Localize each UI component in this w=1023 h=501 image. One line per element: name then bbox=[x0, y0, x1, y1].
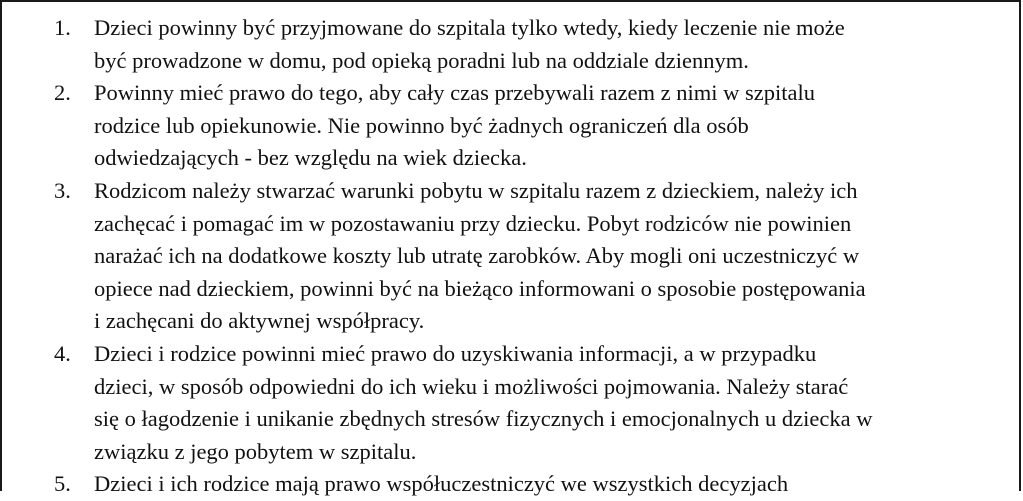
list-item-text-line: Powinny mieć prawo do tego, aby cały czas przebywali razem z nimi w szpitalu bbox=[94, 80, 816, 106]
list-item-text-line: Dzieci i ich rodzice mają prawo współuczestniczyć we wszystkich decyzjach bbox=[94, 471, 789, 497]
list-item-text-line: opiece nad dzieckiem, powinni być na bieżąco informowani o sposobie postępowania bbox=[94, 275, 866, 301]
list-item-text-line: zachęcać i pomagać im w pozostawaniu przy dziecku. Pobyt rodziców nie powinien bbox=[94, 210, 852, 236]
list-item-number: 3. bbox=[54, 177, 71, 203]
list-item bbox=[2, 175, 1023, 338]
list-item-text-line: Dzieci powinny być przyjmowane do szpitala tylko wtedy, kiedy leczenie nie może bbox=[94, 15, 845, 40]
numbered-list bbox=[2, 12, 1023, 501]
list-item-text-line: związku z jego pobytem w szpitalu. bbox=[94, 438, 417, 464]
list-item-text-line: dzieci, w sposób odpowiedni do ich wieku i możliwości pojmowania. Należy starać bbox=[94, 373, 849, 399]
list-item-text-line: i zachęcani do aktywnej współpracy. bbox=[94, 308, 425, 334]
list-item-number: 2. bbox=[54, 80, 71, 106]
list-item bbox=[2, 338, 1023, 468]
list-item-text-line: rodzice lub opiekunowie. Nie powinno być żadnych ograniczeń dla osób bbox=[94, 112, 749, 138]
list-item bbox=[2, 12, 1023, 77]
list-item-text-line: narażać ich na dodatkowe koszty lub utratę zarobków. Aby mogli oni uczestniczyć w bbox=[94, 243, 860, 269]
list-item-number: 5. bbox=[54, 471, 71, 497]
list-item bbox=[2, 77, 1023, 175]
list-item-number: 4. bbox=[54, 340, 71, 366]
list-item-text-line: się o łagodzenie i unikanie zbędnych stresów fizycznych i emocjonalnych u dziecka w bbox=[94, 406, 873, 432]
list-item-text-line: być prowadzone w domu, pod opieką poradni lub na oddziale dziennym. bbox=[94, 47, 749, 73]
list-item bbox=[2, 468, 1023, 501]
list-item-text-line: Dzieci i rodzice powinni mieć prawo do uzyskiwania informacji, a w przypadku bbox=[94, 340, 817, 366]
list-item-text-line: odwiedzających - bez względu na wiek dziecka. bbox=[94, 145, 527, 171]
list-item-number: 1. bbox=[54, 15, 71, 40]
list-item-text-line: Rodzicom należy stwarzać warunki pobytu w szpitalu razem z dzieckiem, należy ich bbox=[94, 177, 858, 203]
